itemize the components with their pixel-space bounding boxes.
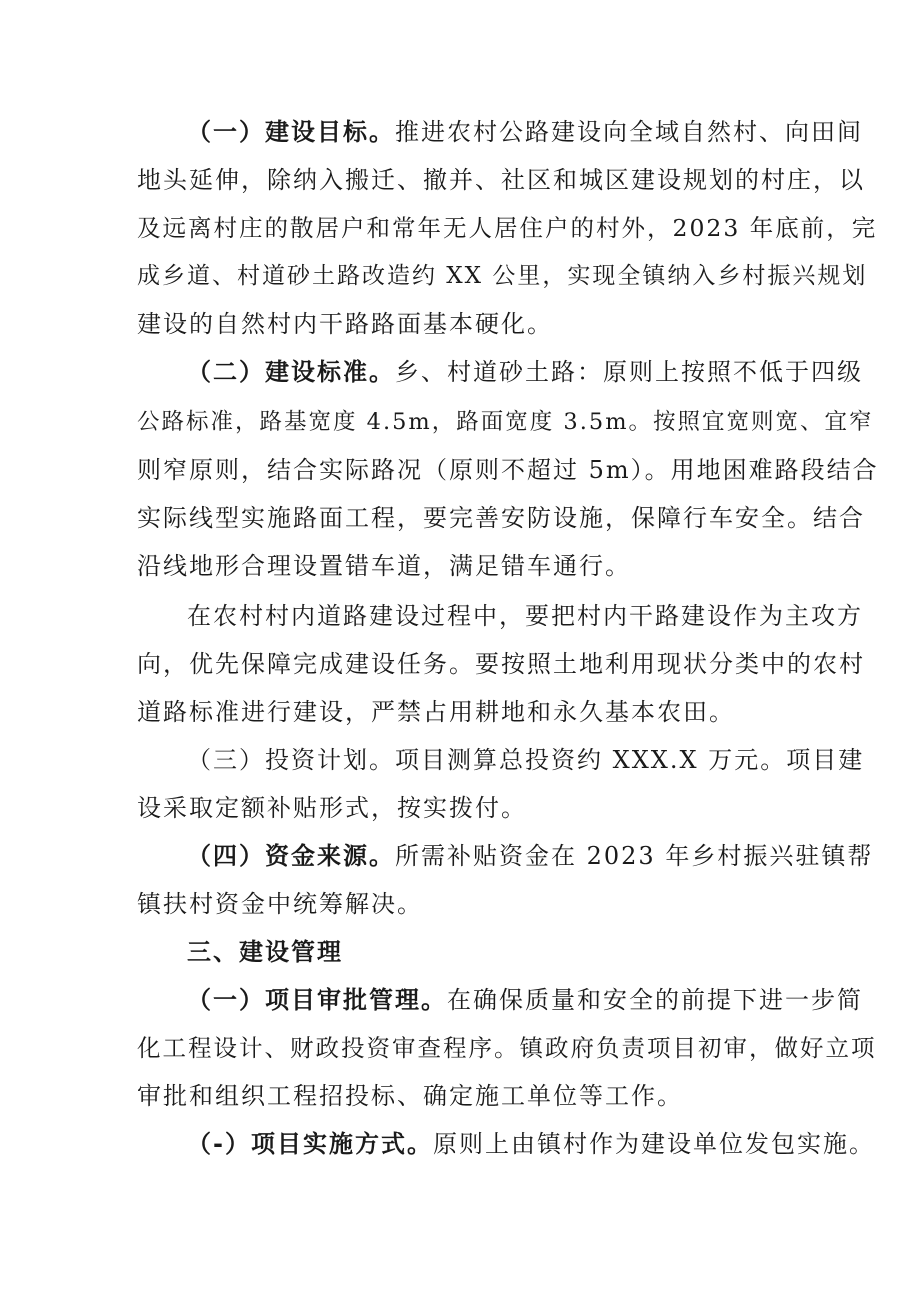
paragraph-2-line-3: 则窄原则，结合实际路况（原则不超过 5m）。用地困难路段结合 [137, 456, 879, 484]
paragraph-1-line-2: 地头延伸，除纳入搬迁、撤并、社区和城区建设规划的村庄，以 [137, 166, 865, 194]
paragraph-7-line-1 [0, 1124, 875, 1164]
paragraph-4-line-2: 设采取定额补贴形式，按实拨付。 [137, 794, 527, 822]
paragraph-6-line-3: 审批和组织工程招投标、确定施工单位等工作。 [137, 1082, 683, 1110]
paragraph-2-line-4: 实际线型实施路面工程，要完善安防设施，保障行车安全。结合 [137, 504, 865, 532]
paragraph-2-line-2: 公路标准，路基宽度 4.5m，路面宽度 3.5m。按照宜宽则宽、宜窄 [137, 409, 874, 435]
heading-funding-source: （四）资金来源。 [187, 842, 395, 870]
paragraph-2-line-1 [0, 352, 863, 392]
heading-construction-standard: （二）建设标准。 [187, 358, 395, 386]
heading-project-approval: （一）项目审批管理。 [187, 986, 447, 1014]
paragraph-1-line-3: 及远离村庄的散居户和常年无人居住户的村外，2023 年底前，完 [137, 214, 878, 242]
paragraph-1-line-1 [0, 112, 863, 152]
paragraph-5-text: 所需补贴资金在 2023 年乡村振兴驻镇帮 [395, 842, 874, 870]
paragraph-1-line-5: 建设的自然村内干路路面基本硬化。 [137, 310, 553, 338]
heading-implementation-method: （-）项目实施方式。 [187, 1130, 433, 1158]
paragraph-5-line-1 [0, 836, 873, 876]
paragraph-7-text: 原则上由镇村作为建设单位发包实施。 [432, 1130, 875, 1158]
paragraph-4-line-1: （三）投资计划。项目测算总投资约 XXX.X 万元。项目建 [187, 746, 865, 774]
paragraph-1-text: 推进农村公路建设向全域自然村、向田间 [395, 118, 863, 146]
paragraph-3-line-3: 道路标准进行建设，严禁占用耕地和永久基本农田。 [137, 698, 735, 726]
section-heading-construction-management: 三、建设管理 [187, 938, 343, 966]
paragraph-2-text: 乡、村道砂土路：原则上按照不低于四级 [395, 358, 863, 386]
paragraph-6-line-2: 化工程设计、财政投资审查程序。镇政府负责项目初审，做好立项 [137, 1034, 877, 1062]
paragraph-5-line-2: 镇扶村资金中统筹解决。 [137, 890, 423, 918]
heading-construction-goal: （一）建设目标。 [187, 118, 395, 146]
paragraph-1-line-4: 成乡道、村道砂土路改造约 XX 公里，实现全镇纳入乡村振兴规划 [137, 263, 868, 289]
paragraph-6-text: 在确保质量和安全的前提下进一步简 [447, 986, 863, 1014]
paragraph-6-line-1 [0, 980, 863, 1020]
paragraph-3-line-1: 在农村村内道路建设过程中，要把村内干路建设作为主攻方 [187, 602, 863, 630]
paragraph-2-line-5: 沿线地形合理设置错车道，满足错车通行。 [137, 552, 631, 580]
paragraph-3-line-2: 向，优先保障完成建设任务。要按照土地利用现状分类中的农村 [137, 650, 865, 678]
